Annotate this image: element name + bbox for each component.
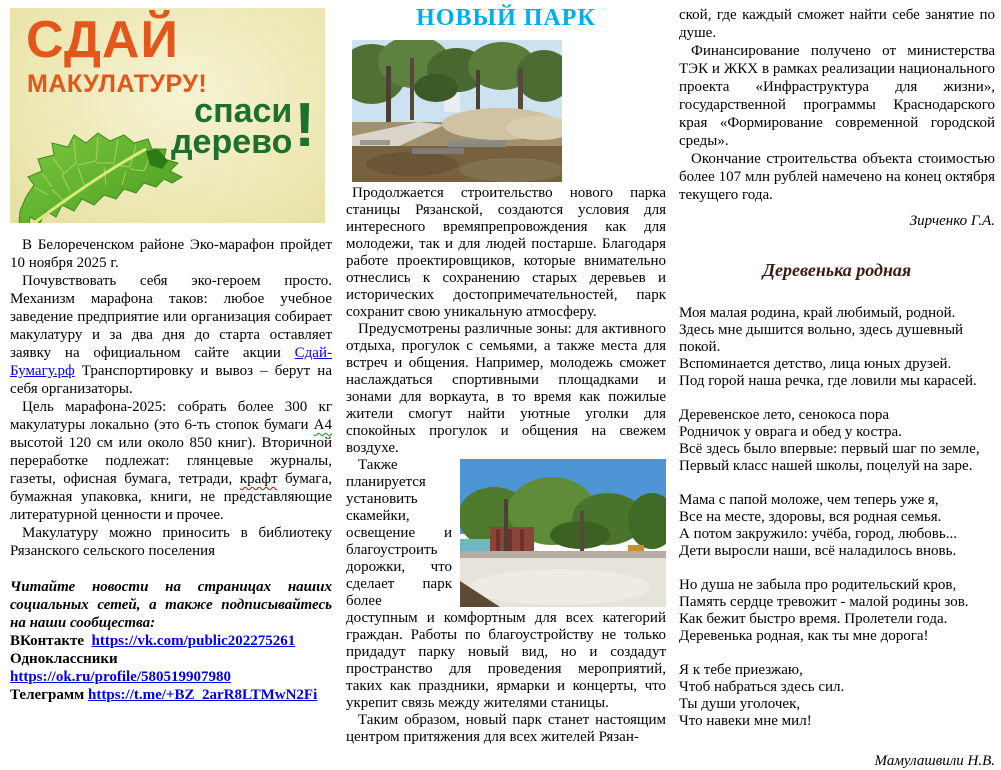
mid-p1-text: Продолжается строительство нового парка станицы Рязанской, создаются условия для интересного времяпрепровождения как для молодежи, так и для людей постарше. Благодаря работе проектировщиков, которые внимательно отнеслись к сохранению старых деревьев и исторических достопримечательностей, парк сохранит свою уникальную атмосферу. xyxy=(346,185,666,320)
poem-line: Дети выросли наши, всё наладилось вновь. xyxy=(679,543,957,559)
poem-stanza xyxy=(679,407,995,475)
right-paragraph-2: Финансирование получено от министерства ТЭК и ЖКХ в рамках реализации национального проекта «Инфраструктура для жизни», государственной программы Краснодарского края «Формирование современной городской среды». xyxy=(679,43,995,149)
right-paragraph-1: ской, где каждый сможет найти себе занятие по душе. xyxy=(679,7,995,41)
mid-paragraph-2: Предусмотрены различные зоны: для активного отдыха, прогулок с семьями, а также места для встреч и общения. Например, молодежь сможет наслаждаться спортивными площадками и зонами для воркаута, в то время как пожилые жители смогут найти уютные уголки для спокойных прогулок и общения на свежем воздухе. xyxy=(346,321,666,456)
poster-subtitle-line1: спаси xyxy=(194,92,293,130)
leaf-map-icon xyxy=(18,127,208,223)
poem-stanza xyxy=(679,577,995,645)
social-line-tg xyxy=(10,686,332,704)
poem-line: Все на месте, здоровы, вся родная семья. xyxy=(679,509,942,525)
poem-line: Деревенское лето, сенокоса пора xyxy=(679,407,890,423)
poem-title: Деревенька родная xyxy=(762,260,912,280)
article-title: НОВЫЙ ПАРК xyxy=(416,5,596,31)
poem-line: Под горой наша речка, где ловили мы карасей. xyxy=(679,373,977,389)
poem-line: Первый класс нашей школы, поцелуй на заре. xyxy=(679,458,973,474)
poster-title-line2: МАКУЛАТУРУ! xyxy=(27,70,208,98)
poem-line: Деревенька родная, как ты мне дорога! xyxy=(679,628,929,644)
poem-line: Мама с папой моложе, чем теперь уже я, xyxy=(679,492,939,508)
left-p2-text-after: Транспортировку и вывоз – берут на себя организаторы. xyxy=(10,363,332,397)
poem-line: Я к тебе приезжаю, xyxy=(679,662,803,678)
left-paragraph-4: Макулатуру можно приносить в библиотеку Рязанского сельского поселения xyxy=(10,525,332,559)
poem-line: Ты души уголочек, xyxy=(679,696,801,712)
right-paragraph-3: Окончание строительства объекта стоимостью более 107 млн рублей намечено на конец октября текущего года. xyxy=(679,151,995,203)
poem-stanza xyxy=(679,305,995,390)
poem-line: Но душа не забыла про родительский кров, xyxy=(679,577,957,593)
left-p3-segment-1: Цель марафона-2025: собрать более 300 кг макулатуры локально (это 6-ть стопок бумаги xyxy=(10,399,332,433)
social-line-vk xyxy=(10,632,332,650)
poster-exclamation: ! xyxy=(294,91,315,160)
spellcheck-red-kraft: крафт xyxy=(239,471,278,487)
social-line-ok-url xyxy=(10,668,332,686)
recycle-paper-poster xyxy=(10,8,325,223)
mid-paragraph-1 xyxy=(346,37,666,321)
right-column xyxy=(679,6,995,770)
social-line-ok-label xyxy=(10,650,332,668)
ok-label: Одноклассники xyxy=(10,651,118,667)
left-paragraph-2 xyxy=(10,272,332,398)
social-intro: Читайте новости на страницах наших социальных сетей, а также подписывайтесь на наши сообщества: xyxy=(10,579,332,631)
middle-column xyxy=(346,4,666,746)
spellcheck-green-a4: А4 xyxy=(313,417,332,433)
poem-line: Родничок у оврага и обед у костра. xyxy=(679,424,902,440)
vk-label: ВКонтакте xyxy=(10,633,84,649)
sdai-bumagu-link[interactable]: Сдай-Бумагу.рф xyxy=(10,345,332,379)
left-p3-segment-3: бумага, бумажная упаковка, книги, не представляющие литературной ценности и прочее. xyxy=(10,471,332,523)
poem-line: Память сердце тревожит - малой родины зов. xyxy=(679,594,969,610)
article-author: Зирченко Г.А. xyxy=(909,213,995,229)
poem-line: Всё здесь было впервые: первый шаг по земле, xyxy=(679,441,980,457)
park-construction-photo xyxy=(352,40,562,182)
left-paragraph-1: В Белореченском районе Эко-марафон пройдет 10 ноября 2025 г. xyxy=(10,237,332,271)
poem-stanza xyxy=(679,662,995,730)
poem-stanza xyxy=(679,492,995,560)
mid-p3-text: Также планируется установить скамейки, освещение и благоустроить дорожки, что сделает парк более доступным и комфортным для всех категорий граждан. Работы по благоустройству не только придадут парку новый вид, но и создадут пространство для проведения мероприятий, таких как праздники, ярмарки и концерты, что укрепит связь между жителями станицы. xyxy=(346,457,666,711)
left-column xyxy=(10,8,332,704)
mid-paragraph-3 xyxy=(346,457,666,712)
park-gravel-photo xyxy=(460,459,666,607)
poem-line: Что навеки мне мил! xyxy=(679,713,812,729)
poem-author: Мамулашвили Н.В. xyxy=(874,753,995,769)
left-paragraph-3 xyxy=(10,398,332,524)
poem-line: Здесь мне дышится вольно, здесь душевный покой. xyxy=(679,322,964,355)
tg-label: Телеграмм xyxy=(10,687,85,703)
left-p2-text-before: Почувствовать себя эко-героем просто. Механизм марафона таков: любое учебное заведение предприятие или организация собирает макулатуру и за два дня до старта оставляет заявку на официальном сайте акции xyxy=(10,273,332,361)
poem-line: А потом закружило: учёба, город, любовь... xyxy=(679,526,957,542)
poem-line: Вспоминается детство, лица юных друзей. xyxy=(679,356,952,372)
vk-link[interactable]: https://vk.com/public202275261 xyxy=(91,633,296,649)
tg-link[interactable]: https://t.me/+BZ_2arR8LTMwN2Fi xyxy=(88,687,318,703)
poem-line: Как бежит быстро время. Пролетели года. xyxy=(679,611,948,627)
ok-link[interactable]: https://ok.ru/profile/580519907980 xyxy=(10,669,231,685)
mid-paragraph-4: Таким образом, новый парк станет настоящим центром притяжения для всех жителей Рязан- xyxy=(346,712,666,745)
poem-line: Чтоб набраться здесь сил. xyxy=(679,679,845,695)
poem-line: Моя малая родина, край любимый, родной. xyxy=(679,305,956,321)
poster-title-line1: СДАЙ xyxy=(26,11,179,69)
poster-subtitle-line2: дерево xyxy=(170,123,293,161)
left-p3-segment-2: высотой 120 см или около 850 книг). Вторичной переработке подлежат: глянцевые журналы, газеты, офисная бумага, тетради, xyxy=(10,435,332,487)
poem-body xyxy=(679,305,995,730)
